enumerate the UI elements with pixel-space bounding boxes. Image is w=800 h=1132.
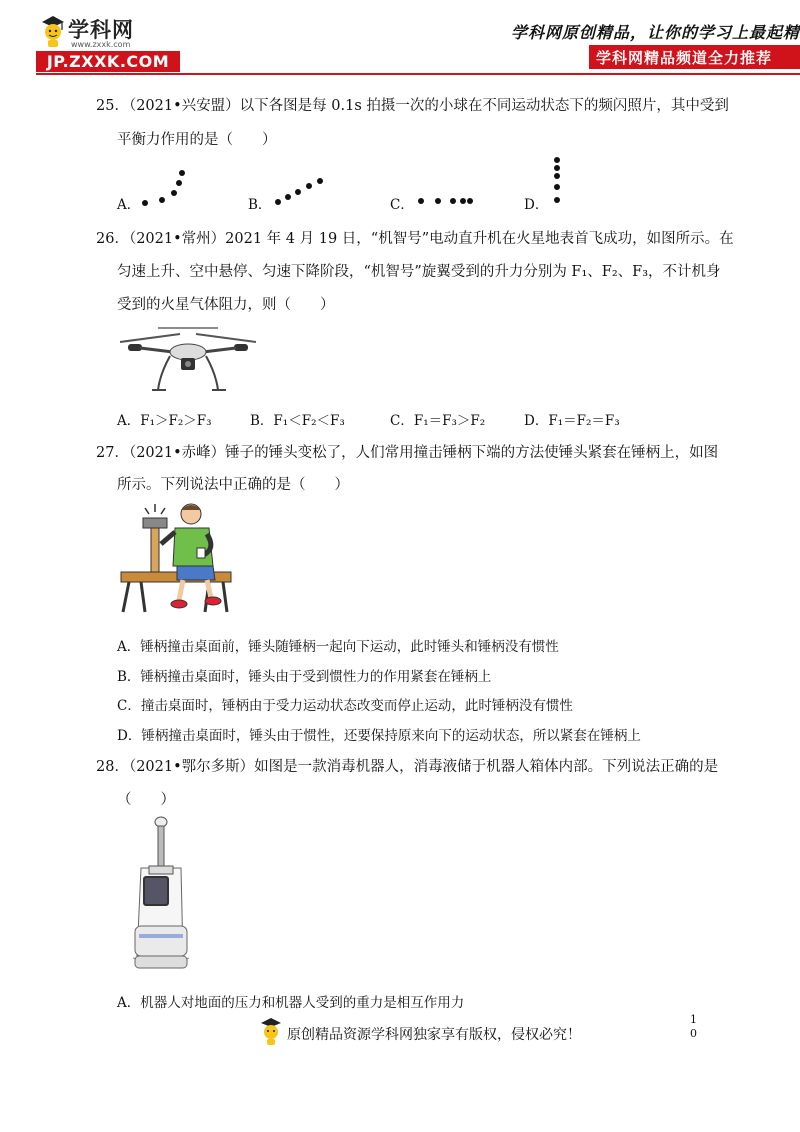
q26-stem-line2: 匀速上升、空中悬停、匀速下降阶段，“机智号”旋翼受到的升力分别为 F₁、F₂、F₃，不计机身 [117,264,721,280]
header-slogan: 学科网原创精品，让你的学习上最起精 [510,23,800,42]
footer-mascot-icon [258,1016,284,1046]
mascot-logo-icon [38,14,68,48]
q25-option-c-label: C． [390,197,414,213]
q28-option-a: A．机器人对地面的压力和机器人受到的重力是相互作用力 [117,995,465,1011]
logo-bar-text: JP.ZXXK.COM [46,52,170,71]
drone-illustration [118,322,258,394]
q27-option-a: A．锤柄撞击桌面前，锤头随锤柄一起向下运动，此时锤头和锤柄没有惯性 [117,639,559,655]
logo-text: 学科网 [68,18,134,42]
header-rule [36,73,800,75]
q26-option-d: D．F₁＝F₂＝F₃ [524,413,620,429]
q26-stem-line3: 受到的火星气体阻力，则（ ） [117,297,335,313]
q25-option-d-dots [549,154,565,206]
q27-option-d: D．锤柄撞击桌面时，锤头由于惯性，还要保持原来向下的运动状态，所以紧套在锤柄上 [117,728,641,744]
q26-option-a: A．F₁＞F₂＞F₃ [117,413,212,429]
q25-option-b-label: B． [248,197,272,213]
page-number-bottom: 0 [690,1027,697,1040]
page-number-top: 1 [690,1013,697,1026]
q25-option-c-dots [414,194,476,208]
page-header [0,0,800,80]
promo-text: 学科网精品频道全力推荐 [596,49,773,67]
logo-url: www.zxxk.com [71,40,131,49]
footer-copyright: 原创精品资源学科网独家享有版权，侵权必究！ [287,1027,581,1043]
q25-option-a-label: A． [117,197,141,213]
q27-option-c: C．撞击桌面时，锤柄由于受力运动状态改变而停止运动，此时锤柄没有惯性 [117,698,573,714]
q27-option-b: B．锤柄撞击桌面时，锤头由于受到惯性力的作用紧套在锤柄上 [117,669,492,685]
q26-option-c: C．F₁＝F₃＞F₂ [390,413,486,429]
q27-stem-line2: 所示。下列说法中正确的是（ ） [117,477,349,493]
q25-stem-line2: 平衡力作用的是（ ） [117,132,277,148]
disinfection-robot-illustration [125,816,195,972]
q26-option-b: B．F₁＜F₂＜F₃ [250,413,345,429]
q25-option-a-dots [138,168,188,210]
q25-option-b-dots [272,175,326,209]
q25-stem-line1: 25．（2021•兴安盟）以下各图是每 0.1s 拍摄一次的小球在不同运动状态下的频闪照片，其中受到 [96,98,729,114]
q27-stem-line1: 27．（2021•赤峰）锤子的锤头变松了，人们常用撞击锤柄下端的方法使锤头紧套在锤柄上，如图 [96,445,719,461]
q26-stem-line1: 26．（2021•常州）2021 年 4 月 19 日，“机智号”电动直升机在火星地表首飞成功，如图所示。在 [96,231,734,247]
q28-stem-line1: 28．（2021•鄂尔多斯）如图是一款消毒机器人，消毒液储于机器人箱体内部。下列说法正确的是 [96,759,719,775]
q28-stem-line2: （ ） [117,792,175,808]
hammer-man-illustration [117,500,233,614]
q25-option-d-label: D． [524,197,549,213]
